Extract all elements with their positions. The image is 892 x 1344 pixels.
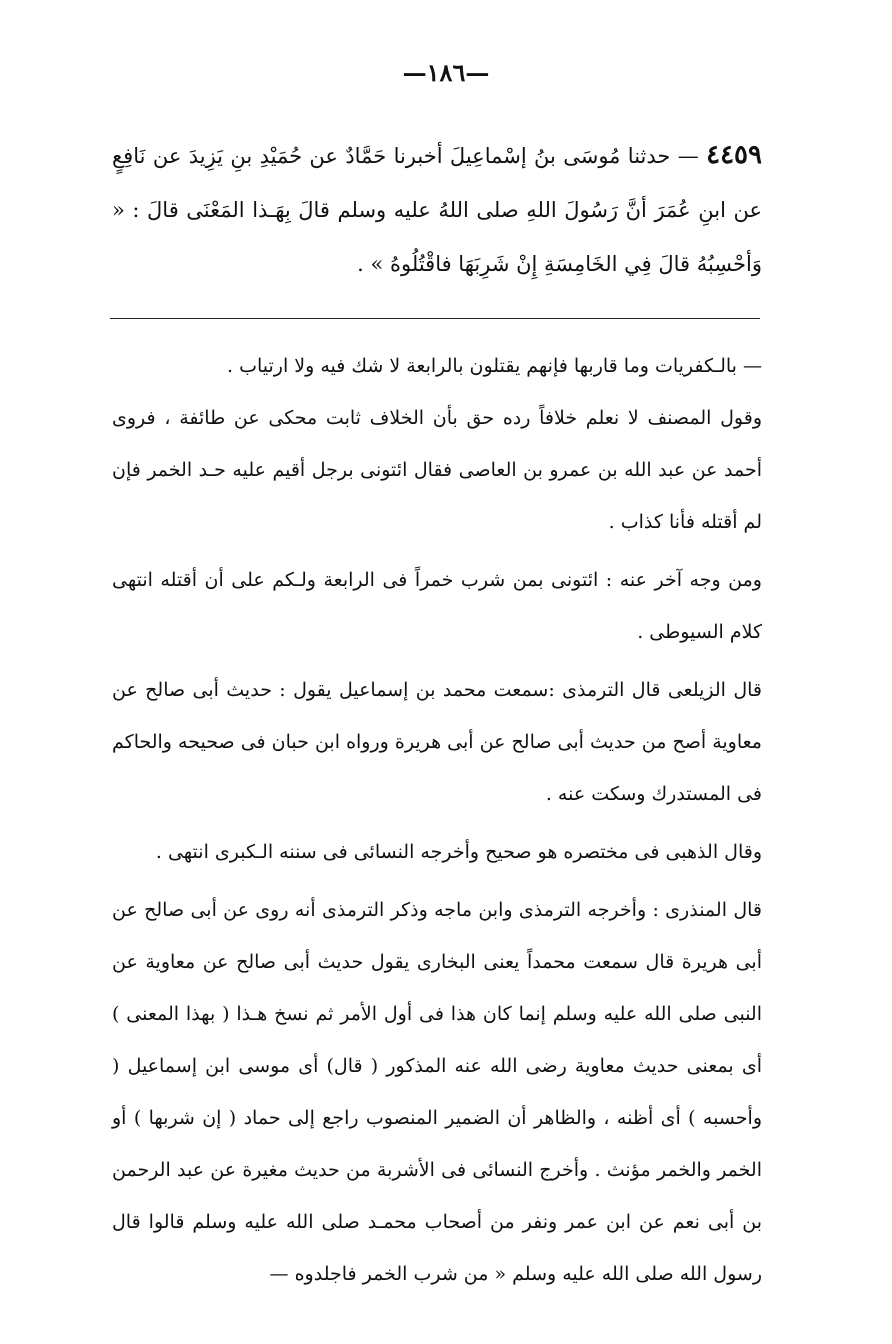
hadith-body: — حدثنا مُوسَى بنُ إسْماعِيلَ أخبرنا حَمَّادٌ عن حُمَيْدِ بنِ يَزِيدَ عن نَافِعٍ عن ابنِ عُمَرَ أنَّ رَسُولَ اللهِ صلى اللهُ عليه وسلم قالَ بِهَـذا المَعْنَى قالَ : « وَأحْسِبُهُ قالَ فِي الخَامِسَةِ إِنْ شَرِبَهَا فاقْتُلُوهُ » . xyxy=(112,144,762,276)
commentary-paragraph: وقال الذهبى فى مختصره هو صحيح وأخرجه النسائى فى سننه الـكبرى انتهى . xyxy=(155,841,762,863)
commentary-paragraph: ومن وجه آخر عنه : ائتونى بمن شرب خمراً فى الرابعة ولـكم على أن أقتله انتهى كلام السيوطى . xyxy=(112,569,762,643)
hadith-number: ٤٤٥٩ xyxy=(706,140,762,170)
commentary-paragraph: قال الزيلعى قال الترمذى :سمعت محمد بن إسماعيل يقول : حديث أبى صالح عن معاوية أصح من حديث أبى صالح عن أبى هريرة ورواه ابن حبان فى صحيحه والحاكم فى المستدرك وسكت عنه . xyxy=(112,679,762,805)
hadith-text-block xyxy=(112,128,762,291)
commentary-paragraph: — بالـكفريات وما قاربها فإنهم يقتلون بالرابعة لا شك فيه ولا ارتياب . xyxy=(227,355,762,377)
commentary-block xyxy=(112,340,762,1300)
commentary-paragraph: وقول المصنف لا نعلم خلافاً رده حق بأن الخلاف ثابت محكى عن طائفة ، فروى أحمد عن عبد الله بن عمرو بن العاصى فقال ائتونى برجل أقيم عليه حـد الخمر فإن لم أقتله فأنا كذاب . xyxy=(112,407,762,533)
footnote-divider xyxy=(110,318,760,319)
page-number: —١٨٦— xyxy=(402,58,490,87)
commentary-paragraph: قال المنذرى : وأخرجه الترمذى وابن ماجه وذكر الترمذى أنه روى عن أبى صالح عن أبى هريرة قال سمعت محمداً يعنى البخارى يقول حديث أبى صالح عن معاوية عن النبى صلى الله عليه وسلم إنما كان هذا فى أول الأمر ثم نسخ هـذا ( بهذا المعنى ) أى بمعنى حديث معاوية رضى الله عنه المذكور ( قال) أى موسى ابن إسماعيل ( وأحسبه ) أى أظنه ، والظاهر أن الضمير المنصوب راجع إلى حماد ( إن شربها ) أو الخمر والخمر مؤنث . وأخرج النسائى فى الأشربة من حديث مغيرة عن عبد الرحمن بن أبى نعم عن ابن عمر ونفر من أصحاب محمـد صلى الله عليه وسلم قالوا قال رسول الله صلى الله عليه وسلم « من شرب الخمر فاجلدوه — xyxy=(112,899,762,1285)
